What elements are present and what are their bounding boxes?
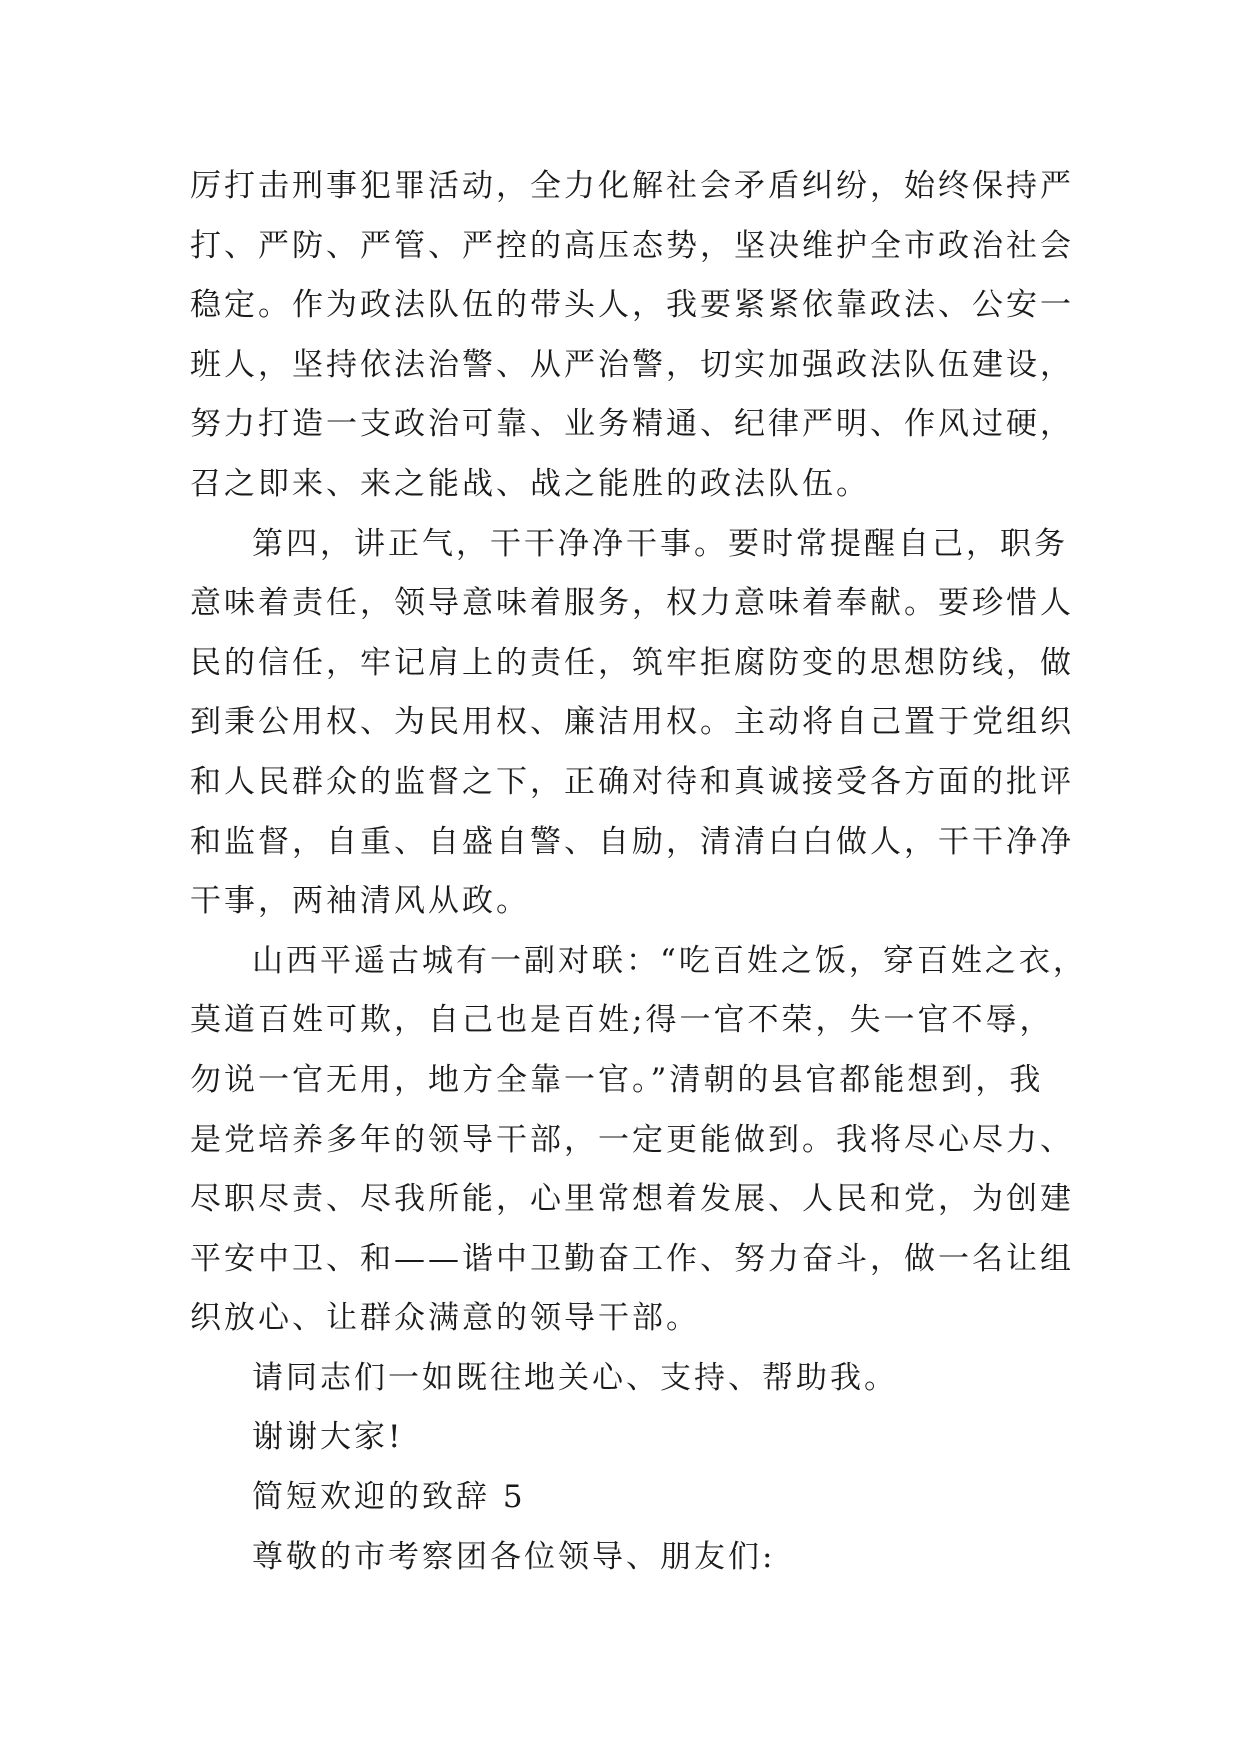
text-line: 厉打击刑事犯罪活动，全力化解社会矛盾纠纷，始终保持严 xyxy=(190,168,1074,204)
text-line: 打、严防、严管、严控的高压态势，坚决维护全市政治社会 xyxy=(190,227,1074,264)
text-line: 稳定。作为政法队伍的带头人，我要紧紧依靠政法、公安一 xyxy=(190,287,1074,324)
text-line: 干事，两袖清风从政。 xyxy=(190,883,530,920)
text-line: 简短欢迎的致辞 5 xyxy=(252,1479,526,1516)
text-line: 谢谢大家! xyxy=(252,1419,404,1456)
text-line: 民的信任，牢记肩上的责任，筑牢拒腐防变的思想防线，做 xyxy=(190,644,1074,681)
text-line: 班人，坚持依法治警、从严治警，切实加强政法队伍建设， xyxy=(190,346,1074,383)
text-line: 和监督，自重、自盛自警、自励，清清白白做人，干干净净 xyxy=(190,823,1074,860)
text-line: 请同志们一如既往地关心、支持、帮助我。 xyxy=(252,1359,898,1396)
text-line: 和人民群众的监督之下，正确对待和真诚接受各方面的批评 xyxy=(190,763,1074,800)
text-line: 莫道百姓可欺，自己也是百姓;得一官不荣，失一官不辱， xyxy=(190,1002,1054,1039)
text-line: 召之即来、来之能战、战之能胜的政法队伍。 xyxy=(190,465,870,502)
text-line: 织放心、让群众满意的领导干部。 xyxy=(190,1300,700,1337)
text-line: 是党培养多年的领导干部，一定更能做到。我将尽心尽力、 xyxy=(190,1121,1074,1158)
text-line: 努力打造一支政治可靠、业务精通、纪律严明、作风过硬， xyxy=(190,406,1074,443)
text-line: 尊敬的市考察团各位领导、朋友们: xyxy=(252,1538,776,1575)
text-line: 平安中卫、和——谐中卫勤奋工作、努力奋斗，做一名让组 xyxy=(190,1240,1074,1277)
text-line: 第四，讲正气，干干净净干事。要时常提醒自己，职务 xyxy=(252,525,1068,562)
text-line: 尽职尽责、尽我所能，心里常想着发展、人民和党，为创建 xyxy=(190,1181,1074,1218)
text-line: 意味着责任，领导意味着服务，权力意味着奉献。要珍惜人 xyxy=(190,585,1074,622)
document-body xyxy=(190,157,1087,1587)
text-line: 山西平遥古城有一副对联：“吃百姓之饭，穿百姓之衣， xyxy=(252,942,1087,979)
text-line: 到秉公用权、为民用权、廉洁用权。主动将自己置于党组织 xyxy=(190,704,1074,741)
text-line: 勿说一官无用，地方全靠一官。”清朝的县官都能想到，我 xyxy=(190,1061,1044,1098)
